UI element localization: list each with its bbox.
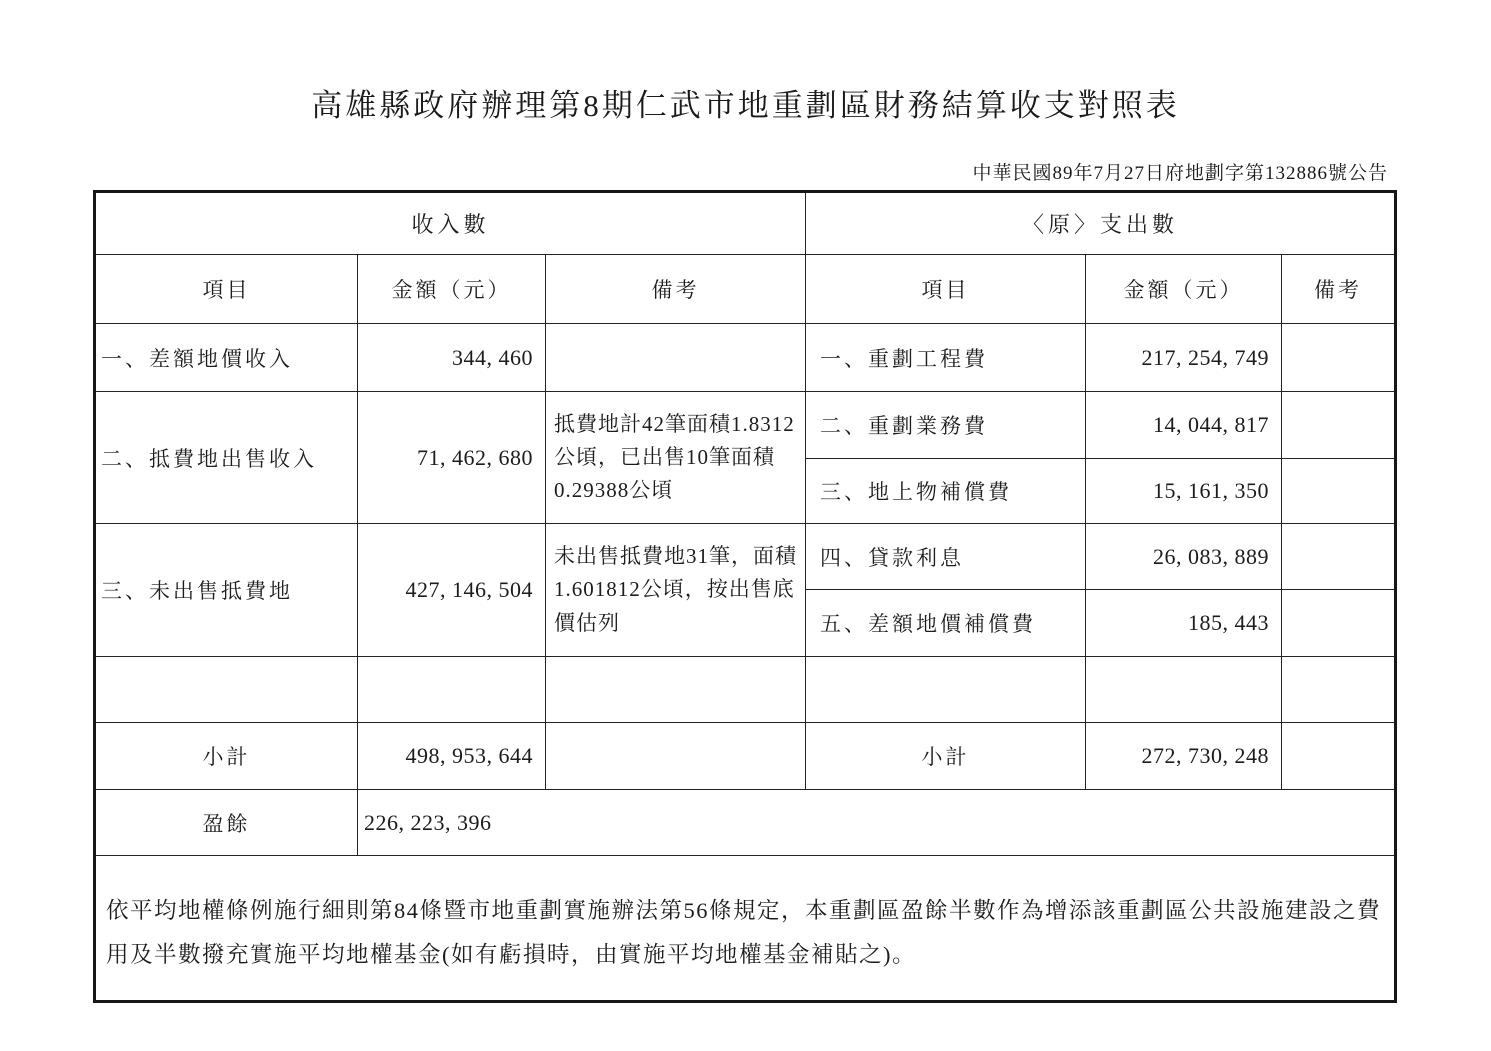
financial-statement-table	[93, 190, 1397, 1003]
expense-item-label: 五、差額地價補償費	[806, 590, 1086, 657]
income-item-remark: 未出售抵費地31筆，面積1.601812公頃，按出售底價估列	[546, 524, 806, 657]
expense-subtotal-amount: 272, 730, 248	[1086, 723, 1282, 790]
income-item-label: 一、差額地價收入	[95, 324, 358, 392]
expense-item-remark	[1282, 324, 1396, 392]
empty-cell	[1282, 723, 1396, 790]
income-item-amount: 344, 460	[358, 324, 546, 392]
expense-item-amount: 15, 161, 350	[1086, 459, 1282, 524]
empty-cell	[806, 657, 1086, 723]
expense-item-amount: 185, 443	[1086, 590, 1282, 657]
surplus-label: 盈餘	[95, 790, 358, 856]
expense-item-label: 二、重劃業務費	[806, 392, 1086, 459]
income-amount-header: 金額（元）	[358, 255, 546, 324]
empty-row	[95, 657, 1396, 723]
table-row	[95, 324, 1396, 392]
income-item-amount: 71, 462, 680	[358, 392, 546, 524]
expense-item-remark	[1282, 590, 1396, 657]
expense-item-header: 項目	[806, 255, 1086, 324]
income-item-label: 二、抵費地出售收入	[95, 392, 358, 524]
expense-item-amount: 14, 044, 817	[1086, 392, 1282, 459]
expense-item-label: 四、貸款利息	[806, 524, 1086, 590]
section-header-row	[95, 192, 1396, 255]
expense-item-amount: 217, 254, 749	[1086, 324, 1282, 392]
expense-item-label: 一、重劃工程費	[806, 324, 1086, 392]
announcement-line: 中華民國89年7月27日府地劃字第132886號公告	[972, 163, 1388, 184]
table-row	[95, 524, 1396, 590]
expense-item-remark	[1282, 524, 1396, 590]
expense-item-label: 三、地上物補償費	[806, 459, 1086, 524]
expense-section-header: 〈原〉支出數	[806, 192, 1396, 255]
expense-remark-header: 備考	[1282, 255, 1396, 324]
surplus-row	[95, 790, 1396, 856]
empty-cell	[1282, 657, 1396, 723]
note-row	[95, 856, 1396, 1002]
income-subtotal-label: 小計	[95, 723, 358, 790]
income-subtotal-amount: 498, 953, 644	[358, 723, 546, 790]
empty-cell	[1086, 657, 1282, 723]
expense-amount-header: 金額（元）	[1086, 255, 1282, 324]
page-title: 高雄縣政府辦理第8期仁武市地重劃區財務結算收支對照表	[311, 88, 1180, 123]
income-item-remark	[546, 324, 806, 392]
expense-item-amount: 26, 083, 889	[1086, 524, 1282, 590]
income-item-remark: 抵費地計42筆面積1.8312公頃，已出售10筆面積0.29388公頃	[546, 392, 806, 524]
legal-note: 依平均地權條例施行細則第84條暨市地重劃實施辦法第56條規定，本重劃區盈餘半數作為增添該重劃區公共設施建設之費用及半數撥充實施平均地權基金(如有虧損時，由實施平均地權基金補貼之)。	[95, 856, 1396, 1002]
income-item-amount: 427, 146, 504	[358, 524, 546, 657]
empty-cell	[95, 657, 358, 723]
empty-cell	[546, 657, 806, 723]
expense-item-remark	[1282, 392, 1396, 459]
income-item-header: 項目	[95, 255, 358, 324]
expense-item-remark	[1282, 459, 1396, 524]
income-item-label: 三、未出售抵費地	[95, 524, 358, 657]
subtotal-row	[95, 723, 1396, 790]
table-row	[95, 392, 1396, 459]
income-remark-header: 備考	[546, 255, 806, 324]
column-header-row	[95, 255, 1396, 324]
surplus-amount: 226, 223, 396	[358, 790, 1396, 856]
empty-cell	[546, 723, 806, 790]
empty-cell	[358, 657, 546, 723]
income-section-header: 收入數	[95, 192, 806, 255]
expense-subtotal-label: 小計	[806, 723, 1086, 790]
